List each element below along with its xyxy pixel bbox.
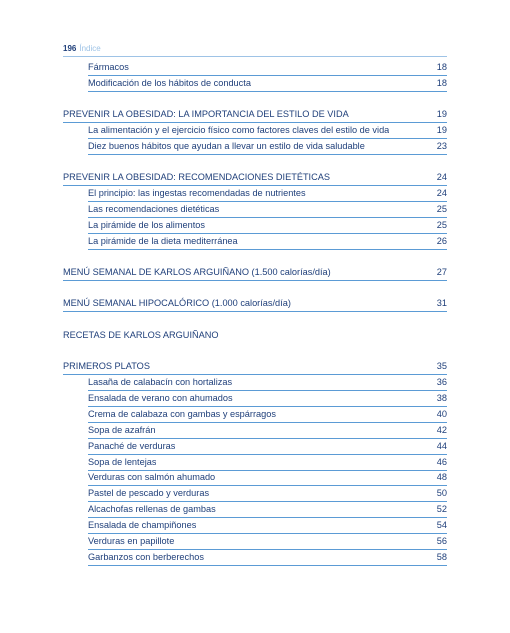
toc-entry-title: Alcachofas rellenas de gambas xyxy=(88,504,216,514)
toc-entry-title: Crema de calabaza con gambas y espárragos xyxy=(88,409,276,419)
toc-entry-page: 38 xyxy=(436,393,447,403)
toc-entry-title: El principio: las ingestas recomendadas de nutrientes xyxy=(88,188,306,198)
toc-entry-title: Sopa de azafrán xyxy=(88,425,156,435)
toc-entry[interactable] xyxy=(88,471,447,486)
toc-entry-title: PRIMEROS PLATOS xyxy=(63,361,150,371)
toc-entry[interactable] xyxy=(88,140,447,155)
toc-entry-title: Diez buenos hábitos que ayudan a llevar un estilo de vida saludable xyxy=(88,141,365,151)
toc-entry[interactable] xyxy=(88,219,447,234)
toc-entry-title: Ensalada de verano con ahumados xyxy=(88,393,233,403)
toc-entry[interactable] xyxy=(88,187,447,202)
section-label: Índice xyxy=(79,44,101,53)
toc-entry[interactable] xyxy=(88,424,447,439)
toc-entry-page: 26 xyxy=(436,236,447,246)
toc-section-heading[interactable] xyxy=(63,108,447,123)
toc-entry-page: 44 xyxy=(436,441,447,451)
toc-entry-page: 36 xyxy=(436,377,447,387)
toc-entry-page: 19 xyxy=(436,109,447,119)
toc-section-heading[interactable] xyxy=(63,297,447,312)
toc-entry-title: Pastel de pescado y verduras xyxy=(88,488,210,498)
toc-part-heading: RECETAS DE KARLOS ARGUIÑANO xyxy=(63,330,219,340)
page-number: 196 xyxy=(63,44,77,53)
toc-entry-page: 50 xyxy=(436,488,447,498)
toc-entry-title: Garbanzos con berberechos xyxy=(88,552,204,562)
toc-entry-page: 19 xyxy=(436,125,447,135)
toc-entry[interactable] xyxy=(88,487,447,502)
toc-entry[interactable] xyxy=(88,503,447,518)
toc-entry-title: PREVENIR LA OBESIDAD: RECOMENDACIONES DIETÉTICAS xyxy=(63,172,331,182)
toc-entry-title: Fármacos xyxy=(88,62,129,72)
toc-entry[interactable] xyxy=(88,456,447,471)
toc-entry-title: Verduras en papillote xyxy=(88,536,175,546)
toc-section-heading[interactable] xyxy=(63,171,447,186)
toc-entry[interactable] xyxy=(88,408,447,423)
toc-entry-title: MENÚ SEMANAL HIPOCALÓRICO (1.000 calorías/día) xyxy=(63,298,291,308)
toc-section-heading[interactable] xyxy=(63,266,447,281)
toc-entry-page: 35 xyxy=(436,361,447,371)
toc-entry-title: La pirámide de la dieta mediterránea xyxy=(88,236,238,246)
toc-entry[interactable] xyxy=(88,61,447,76)
toc-entry-page: 58 xyxy=(436,552,447,562)
toc-entry-page: 18 xyxy=(436,78,447,88)
toc-entry[interactable] xyxy=(88,124,447,139)
toc-entry-title: MENÚ SEMANAL DE KARLOS ARGUIÑANO (1.500 calorías/día) xyxy=(63,267,331,277)
toc-entry[interactable] xyxy=(88,551,447,566)
page-header xyxy=(63,44,447,57)
toc-entry[interactable] xyxy=(88,203,447,218)
toc-entry-title: Verduras con salmón ahumado xyxy=(88,472,216,482)
toc-entry[interactable] xyxy=(88,235,447,250)
toc-entry-title: Modificación de los hábitos de conducta xyxy=(88,78,251,88)
toc-entry-page: 31 xyxy=(436,298,447,308)
toc-entry-title: Las recomendaciones dietéticas xyxy=(88,204,220,214)
toc-entry[interactable] xyxy=(88,535,447,550)
toc-entry[interactable] xyxy=(88,376,447,391)
toc-entry-page: 24 xyxy=(436,172,447,182)
toc-entry-title: Ensalada de champiñones xyxy=(88,520,197,530)
toc-entry-page: 46 xyxy=(436,457,447,467)
toc-entry[interactable] xyxy=(88,519,447,534)
toc-entry-page: 25 xyxy=(436,204,447,214)
toc-entry-page: 18 xyxy=(436,62,447,72)
toc-entry-title: Panaché de verduras xyxy=(88,441,176,451)
toc-entry-title: PREVENIR LA OBESIDAD: LA IMPORTANCIA DEL ESTILO DE VIDA xyxy=(63,109,349,119)
toc-entry-title: La alimentación y el ejercicio físico como factores claves del estilo de vida xyxy=(88,125,390,135)
toc-entry-page: 42 xyxy=(436,425,447,435)
toc-entry-page: 54 xyxy=(436,520,447,530)
toc-entry-page: 25 xyxy=(436,220,447,230)
toc-entry[interactable] xyxy=(88,392,447,407)
toc-section-heading[interactable] xyxy=(63,360,447,375)
toc-entry-title: La pirámide de los alimentos xyxy=(88,220,205,230)
toc-entry-page: 56 xyxy=(436,536,447,546)
toc-entry-page: 27 xyxy=(436,267,447,277)
toc-entry[interactable] xyxy=(88,77,447,92)
toc-entry-page: 52 xyxy=(436,504,447,514)
toc-entry[interactable] xyxy=(88,440,447,455)
toc-entry-page: 40 xyxy=(436,409,447,419)
toc-entry-page: 23 xyxy=(436,141,447,151)
toc-entry-page: 48 xyxy=(436,472,447,482)
toc-entry-title: Lasaña de calabacín con hortalizas xyxy=(88,377,233,387)
toc-entry-title: Sopa de lentejas xyxy=(88,457,157,467)
toc-entry-page: 24 xyxy=(436,188,447,198)
